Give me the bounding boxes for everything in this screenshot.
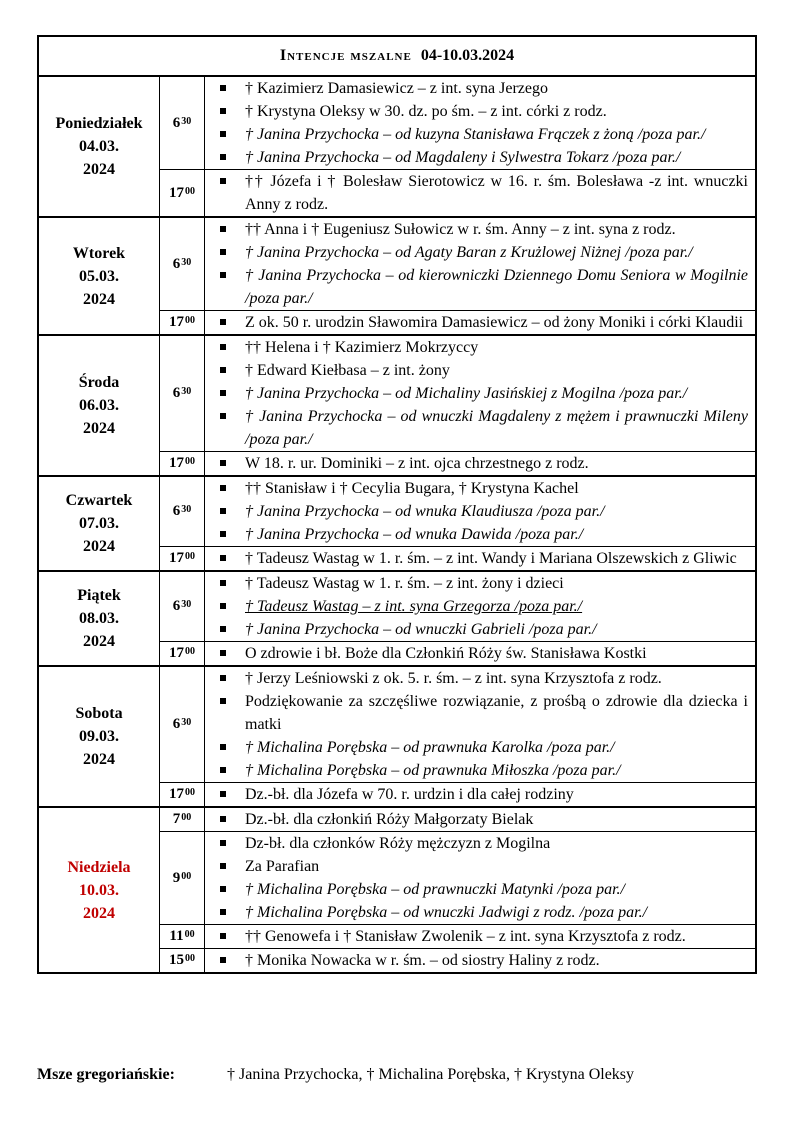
day-label — [39, 572, 160, 665]
day-year: 2024 — [83, 290, 115, 308]
intention-item — [205, 642, 748, 665]
intention-text: † Janina Przychocka – od Michaliny Jasińskiej z Mogilna /poza par./ — [245, 385, 688, 402]
day-year: 2024 — [83, 904, 115, 922]
mass-time — [160, 311, 205, 334]
gregorian-label: Msze gregoriańskie: — [37, 1066, 175, 1083]
day-year: 2024 — [83, 538, 115, 555]
mass-minutes: 00 — [185, 185, 195, 197]
mass-slot — [160, 924, 755, 948]
mass-minutes: 00 — [185, 551, 195, 562]
intentions-list — [205, 832, 755, 924]
square-bullet-icon — [220, 131, 226, 137]
intention-text: †† Anna i † Eugeniusz Sułowicz w r. śm. Anny – z int. syna z rodz. — [245, 221, 676, 238]
mass-hour: 11 — [169, 928, 184, 944]
mass-minutes: 00 — [185, 646, 195, 657]
intention-text: Dz.-bł. dla Józefa w 70. r. urdzin i dla całej rodziny — [245, 786, 574, 803]
day-date: 04.03. — [79, 138, 119, 155]
intention-text: † Kazimierz Damasiewicz – z int. syna Jerzego — [245, 80, 548, 97]
intention-item — [205, 572, 748, 595]
gregorian-names: † Janina Przychocka, † Michalina Porębska, † Krystyna Oleksy — [227, 1066, 635, 1083]
mass-slot — [160, 546, 755, 570]
intention-item — [205, 949, 748, 972]
intention-item — [205, 382, 748, 405]
day-name: Piątek — [77, 587, 121, 604]
mass-slot — [160, 218, 755, 310]
intention-item — [205, 618, 748, 641]
mass-slot — [160, 831, 755, 924]
mass-minutes: 00 — [181, 870, 192, 882]
square-bullet-icon — [220, 840, 226, 846]
square-bullet-icon — [220, 531, 226, 537]
intention-text: † Janina Przychocka – od wnuka Klaudiusza /poza par./ — [245, 503, 605, 520]
mass-time — [160, 642, 205, 665]
intention-item — [205, 264, 748, 310]
mass-time — [160, 547, 205, 570]
mass-slot — [160, 451, 755, 475]
intention-item — [205, 170, 748, 216]
intention-item — [205, 146, 748, 169]
intention-item — [205, 547, 748, 570]
mass-hour: 9 — [172, 869, 181, 886]
intentions-list — [205, 808, 755, 831]
intention-text: Za Parafian — [245, 858, 320, 875]
square-bullet-icon — [220, 909, 226, 915]
mass-time — [160, 170, 205, 216]
table-title — [39, 37, 755, 77]
square-bullet-icon — [220, 650, 226, 656]
square-bullet-icon — [220, 816, 226, 822]
intention-item — [205, 311, 748, 334]
intentions-list — [205, 572, 755, 641]
square-bullet-icon — [220, 413, 226, 419]
mass-hour: 6 — [172, 114, 181, 131]
intention-item — [205, 405, 748, 451]
intention-text: †† Helena i † Kazimierz Mokrzyccy — [245, 339, 479, 356]
day-slots — [160, 336, 755, 475]
intention-text: † Monika Nowacka w r. śm. – od siostry Haliny z rodz. — [245, 952, 600, 969]
intention-text: W 18. r. ur. Dominiki – z int. ojca chrzestnego z rodz. — [245, 455, 589, 472]
mass-slot — [160, 948, 755, 972]
mass-minutes: 00 — [185, 456, 195, 467]
mass-hour: 17 — [169, 550, 184, 566]
intention-text: † Michalina Porębska – od wnuczki Jadwigi z rodz. /poza par./ — [245, 904, 648, 921]
intention-item — [205, 336, 748, 359]
day-year: 2024 — [83, 161, 115, 178]
square-bullet-icon — [220, 744, 226, 750]
mass-hour: 17 — [169, 645, 184, 661]
intention-text: † Janina Przychocka – od wnuka Dawida /poza par./ — [245, 526, 584, 543]
day-block — [39, 667, 755, 808]
intentions-list — [205, 667, 755, 782]
intention-text: † Tadeusz Wastag – z int. syna Grzegorza /poza par./ — [245, 598, 583, 615]
intention-item — [205, 878, 748, 901]
intentions-list — [205, 170, 755, 216]
intention-text: † Janina Przychocka – od Agaty Baran z Krużlowej Niżnej /poza par./ — [245, 244, 693, 261]
intention-item — [205, 808, 748, 831]
intention-item — [205, 477, 748, 500]
intention-text: Dz.-bł. dla członkiń Róży Małgorzaty Bielak — [245, 811, 534, 828]
square-bullet-icon — [220, 886, 226, 892]
intentions-list — [205, 77, 755, 169]
intention-text: Dz-bł. dla członków Róży mężczyzn z Mogilna — [245, 835, 551, 852]
day-slots — [160, 667, 755, 806]
intentions-list — [205, 218, 755, 310]
intention-item — [205, 500, 748, 523]
day-block — [39, 477, 755, 572]
intention-text: † Janina Przychocka – od kuzyna Stanisława Frączek z żoną /poza par./ — [245, 126, 706, 143]
day-slots — [160, 808, 755, 972]
intentions-list — [205, 452, 755, 475]
intention-item — [205, 783, 748, 806]
intention-text: † Krystyna Oleksy w 30. dz. po śm. – z int. córki z rodz. — [245, 103, 607, 120]
intention-text: †† Józefa i † Bolesław Sierotowicz w 16. r. śm. Bolesława -z int. wnuczki Anny z rodz. — [245, 173, 748, 213]
day-date: 07.03. — [79, 515, 119, 532]
mass-hour: 6 — [172, 598, 181, 614]
mass-minutes: 00 — [185, 787, 195, 798]
day-year: 2024 — [83, 420, 115, 437]
intention-text: Z ok. 50 r. urodzin Sławomira Damasiewicz – od żony Moniki i córki Klaudii — [245, 314, 744, 331]
intention-text: † Janina Przychocka – od kierowniczki Dziennego Domu Seniora w Mogilnie /poza par./ — [245, 267, 748, 307]
intention-item — [205, 925, 748, 948]
intention-item — [205, 523, 748, 546]
square-bullet-icon — [220, 367, 226, 373]
day-name: Sobota — [75, 705, 123, 722]
intention-item — [205, 667, 748, 690]
mass-time — [160, 783, 205, 806]
mass-hour: 7 — [172, 811, 181, 827]
intentions-list — [205, 949, 755, 972]
square-bullet-icon — [220, 555, 226, 561]
square-bullet-icon — [220, 626, 226, 632]
mass-slot — [160, 572, 755, 641]
intention-item — [205, 452, 748, 475]
square-bullet-icon — [220, 178, 226, 184]
day-block — [39, 336, 755, 477]
intentions-list — [205, 783, 755, 806]
mass-minutes: 30 — [181, 717, 192, 728]
mass-time — [160, 808, 205, 831]
square-bullet-icon — [220, 933, 226, 939]
intention-text: † Jerzy Leśniowski z ok. 5. r. śm. – z int. syna Krzysztofa z rodz. — [245, 670, 662, 687]
intentions-table — [37, 35, 757, 974]
day-date: 09.03. — [79, 728, 119, 745]
mass-time — [160, 336, 205, 451]
square-bullet-icon — [220, 675, 226, 681]
square-bullet-icon — [220, 791, 226, 797]
mass-hour: 17 — [169, 184, 184, 201]
gregorian-masses — [37, 1066, 634, 1084]
mass-hour: 6 — [172, 503, 181, 519]
day-label — [39, 218, 160, 334]
square-bullet-icon — [220, 580, 226, 586]
intention-item — [205, 736, 748, 759]
mass-slot — [160, 667, 755, 782]
square-bullet-icon — [220, 390, 226, 396]
day-label — [39, 477, 160, 570]
day-label — [39, 336, 160, 475]
day-year: 2024 — [83, 633, 115, 650]
mass-time — [160, 925, 205, 948]
square-bullet-icon — [220, 272, 226, 278]
square-bullet-icon — [220, 108, 226, 114]
intention-item — [205, 595, 748, 618]
intention-text: † Janina Przychocka – od wnuczki Gabrieli /poza par./ — [245, 621, 597, 638]
mass-time — [160, 832, 205, 924]
mass-slot — [160, 641, 755, 665]
day-name: Środa — [78, 374, 120, 391]
intention-item — [205, 123, 748, 146]
day-slots — [160, 77, 755, 216]
intentions-list — [205, 547, 755, 570]
intention-item — [205, 901, 748, 924]
mass-minutes: 30 — [181, 256, 192, 268]
mass-time — [160, 218, 205, 310]
square-bullet-icon — [220, 508, 226, 514]
square-bullet-icon — [220, 154, 226, 160]
day-date: 10.03. — [79, 881, 119, 899]
square-bullet-icon — [220, 863, 226, 869]
intention-text: † Michalina Porębska – od prawnuka Miłoszka /poza par./ — [245, 762, 621, 779]
day-slots — [160, 572, 755, 665]
mass-time — [160, 572, 205, 641]
mass-hour: 6 — [172, 385, 181, 401]
square-bullet-icon — [220, 344, 226, 350]
day-block — [39, 218, 755, 336]
intentions-list — [205, 642, 755, 665]
square-bullet-icon — [220, 249, 226, 255]
intentions-list — [205, 925, 755, 948]
day-year: 2024 — [83, 751, 115, 768]
intentions-list — [205, 477, 755, 546]
intention-text: † Janina Przychocka – od Magdaleny i Sylwestra Tokarz /poza par./ — [245, 149, 681, 166]
square-bullet-icon — [220, 698, 226, 704]
mass-time — [160, 477, 205, 546]
day-label — [39, 77, 160, 216]
intention-text: O zdrowie i bł. Boże dla Członkiń Róży św. Stanisława Kostki — [245, 645, 647, 662]
intention-text: †† Stanisław i † Cecylia Bugara, † Krystyna Kachel — [245, 480, 579, 497]
intentions-list — [205, 336, 755, 451]
mass-hour: 17 — [169, 455, 184, 471]
mass-slot — [160, 77, 755, 169]
day-name: Czwartek — [65, 492, 133, 509]
intentions-list — [205, 311, 755, 334]
title-dates: 04-10.03.2024 — [420, 47, 515, 64]
mass-hour: 15 — [169, 952, 184, 968]
intention-text: †† Genowefa i † Stanisław Zwolenik – z int. syna Krzysztofa z rodz. — [245, 928, 686, 945]
intention-item — [205, 855, 748, 878]
intention-item — [205, 759, 748, 782]
intention-item — [205, 832, 748, 855]
mass-slot — [160, 808, 755, 831]
mass-minutes: 30 — [181, 115, 192, 127]
days-container — [39, 77, 755, 972]
mass-slot — [160, 310, 755, 334]
mass-hour: 17 — [169, 786, 184, 802]
intention-item — [205, 218, 748, 241]
intention-text: † Michalina Porębska – od prawnuka Karolka /poza par./ — [245, 739, 615, 756]
mass-slot — [160, 782, 755, 806]
mass-time — [160, 667, 205, 782]
mass-hour: 6 — [172, 716, 181, 732]
day-block — [39, 808, 755, 972]
mass-time — [160, 949, 205, 972]
title-prefix: Intencje mszalne — [279, 47, 412, 64]
mass-hour: 6 — [172, 255, 181, 272]
square-bullet-icon — [220, 957, 226, 963]
day-slots — [160, 218, 755, 334]
mass-minutes: 30 — [181, 599, 192, 610]
mass-slot — [160, 169, 755, 216]
day-date: 08.03. — [79, 610, 119, 627]
mass-minutes: 00 — [185, 315, 195, 326]
mass-minutes: 00 — [184, 929, 195, 940]
square-bullet-icon — [220, 485, 226, 491]
day-block — [39, 572, 755, 667]
mass-minutes: 00 — [185, 953, 195, 964]
mass-slot — [160, 336, 755, 451]
intention-text: † Edward Kiełbasa – z int. żony — [245, 362, 450, 379]
mass-time — [160, 77, 205, 169]
intention-item — [205, 690, 748, 736]
mass-slot — [160, 477, 755, 546]
mass-hour: 17 — [169, 314, 184, 330]
intention-text: † Tadeusz Wastag w 1. r. śm. – z int. Wandy i Mariana Olszewskich z Gliwic — [245, 550, 737, 567]
square-bullet-icon — [220, 603, 226, 609]
day-name: Niedziela — [67, 858, 131, 876]
day-date: 06.03. — [79, 397, 119, 414]
day-date: 05.03. — [79, 267, 119, 285]
mass-minutes: 30 — [181, 504, 192, 515]
day-slots — [160, 477, 755, 570]
intention-item — [205, 100, 748, 123]
square-bullet-icon — [220, 319, 226, 325]
day-label — [39, 808, 160, 972]
square-bullet-icon — [220, 85, 226, 91]
intention-item — [205, 359, 748, 382]
mass-minutes: 30 — [181, 386, 192, 397]
square-bullet-icon — [220, 460, 226, 466]
intention-text: † Michalina Porębska – od prawnuczki Matynki /poza par./ — [245, 881, 625, 898]
mass-time — [160, 452, 205, 475]
square-bullet-icon — [220, 226, 226, 232]
intention-item — [205, 241, 748, 264]
intention-item — [205, 77, 748, 100]
day-name: Poniedziałek — [55, 115, 143, 132]
square-bullet-icon — [220, 767, 226, 773]
day-name: Wtorek — [72, 244, 126, 262]
intention-text: Podziękowanie za szczęśliwe rozwiązanie, z prośbą o zdrowie dla dziecka i matki — [245, 693, 748, 733]
intention-text: † Tadeusz Wastag w 1. r. śm. – z int. żony i dzieci — [245, 575, 564, 592]
intention-text: † Janina Przychocka – od wnuczki Magdaleny z mężem i prawnuczki Mileny /poza par./ — [245, 408, 748, 448]
day-label — [39, 667, 160, 806]
day-block — [39, 77, 755, 218]
mass-minutes: 00 — [181, 812, 192, 823]
